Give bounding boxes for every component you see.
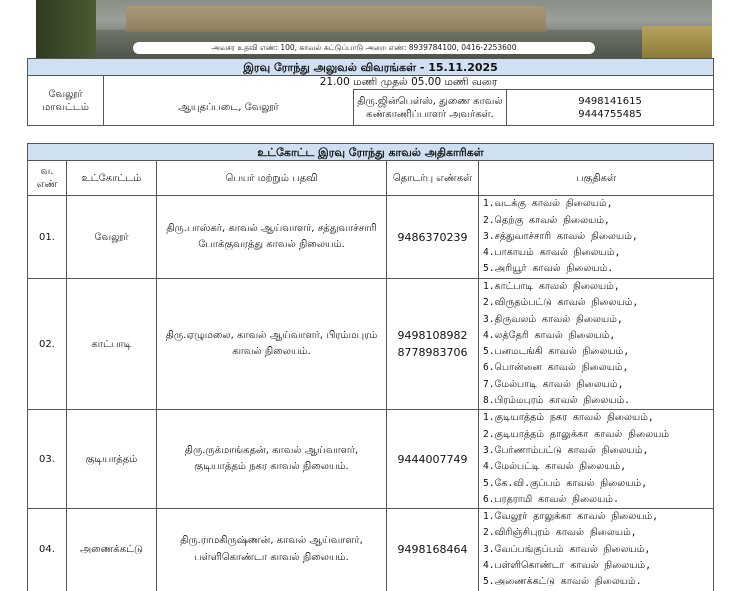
station-item: 1.காட்பாடி காவல் நிலையம்,: [483, 281, 620, 292]
station-item: 2.விருதம்பட்டு காவல் நிலையம்,: [483, 297, 639, 309]
station-item: 2.குடியாத்தம் தாலுக்கா காவல் நிலையம்: [483, 428, 670, 440]
officers-table: [27, 143, 714, 591]
station-item: 4.பாகாயம் காவல் நிலையம்,: [483, 247, 621, 259]
row-officer: திரு.பாஸ்கர், காவல் ஆய்வாளர், சத்துவாச்சாரி போக்குவரத்து காவல் நிலையம்.: [157, 196, 387, 279]
row-officer: திரு.ருக்மாங்கதன், காவல் ஆய்வாளர், குடியாத்தம் நகர காவல் நிலையம்.: [157, 410, 387, 509]
phone-number: 9498168464: [397, 543, 468, 557]
station-item: 5.கே.வி.குப்பம் காவல் நிலையம்,: [483, 477, 647, 489]
banner-grass: [642, 26, 712, 58]
station-item: 3.திருவலம் காவல் நிலையம்,: [483, 313, 623, 325]
row-officer: திரு.ஏழுமலை, காவல் ஆய்வாளர், பிரம்மபுரம் காவல் நிலையம்.: [157, 279, 387, 410]
row-stations: [479, 410, 714, 509]
phone-number: 9444755485: [578, 108, 642, 120]
table-row: [28, 509, 714, 591]
phone-number: 9444007749: [397, 452, 468, 466]
station-item: 8.பிரம்மபுரம் காவல் நிலையம்.: [483, 395, 631, 407]
station-item: 4.லத்தேரி காவல் நிலையம்,: [483, 329, 616, 341]
table-row: [28, 196, 714, 279]
col-header-serial: வ. எண்: [28, 161, 67, 196]
duty-hours: 21.00 மணி முதல் 05.00 மணி வரை: [104, 76, 714, 90]
row-stations: [479, 196, 714, 279]
duty-header-table: [27, 58, 714, 126]
supervisor-phones: [507, 90, 714, 126]
station-item: 6.பரதராமி காவல் நிலையம்.: [483, 493, 619, 505]
phone-number: 8778983706: [397, 346, 468, 360]
row-subdivision: காட்பாடி: [67, 279, 157, 410]
page-title: இரவு ரோந்து அலுவல் விவரங்கள் - 15.11.2025: [28, 59, 714, 76]
col-header-subdivision: உட்கோட்டம்: [67, 161, 157, 196]
section-title: உட்கோட்ட இரவு ரோந்து காவல் அதிகாரிகள்: [28, 144, 714, 161]
banner-hill: [36, 0, 96, 58]
row-stations: [479, 279, 714, 410]
station-item: 7.மேல்பாடி காவல் நிலையம்,: [483, 378, 624, 390]
station-item: 1.வடக்கு காவல் நிலையம்,: [483, 198, 613, 210]
station-item: 3.பேர்ணாம்பட்டு காவல் நிலையம்,: [483, 444, 649, 456]
row-subdivision: வேலூர்: [67, 196, 157, 279]
station-item: 1.குடியாத்தம் நகர காவல் நிலையம்,: [483, 412, 654, 424]
row-subdivision: குடியாத்தம்: [67, 410, 157, 509]
row-stations: [479, 509, 714, 591]
station-item: 2.தெற்கு காவல் நிலையம்,: [483, 214, 610, 226]
station-item: 5.அரியூர் காவல் நிலையம்.: [483, 263, 614, 275]
table-row: [28, 279, 714, 410]
row-officer: திரு.ராமகிருஷ்ணன், காவல் ஆய்வாளர், பள்ளிகொண்டா காவல் நிலையம்.: [157, 509, 387, 591]
row-phones: [387, 509, 479, 591]
station-item: 5.பனமடங்கி காவல் நிலையம்,: [483, 346, 630, 358]
row-serial: 01.: [28, 196, 67, 279]
phone-number: 9498141615: [578, 95, 642, 107]
station-item: 4.மேல்பட்டி காவல் நிலையம்,: [483, 461, 627, 473]
row-subdivision: அணைக்கட்டு: [67, 509, 157, 591]
row-phones: [387, 279, 479, 410]
row-phones: [387, 410, 479, 509]
table-row: [28, 410, 714, 509]
station-item: 1.வேலூர் தாலுக்கா காவல் நிலையம்,: [483, 511, 659, 523]
station-item: 2.விரிஞ்சிபுரம் காவல் நிலையம்,: [483, 527, 637, 539]
station-item: 3.வேப்பங்குப்பம் காவல் நிலையம்,: [483, 543, 651, 555]
row-serial: 02.: [28, 279, 67, 410]
row-serial: 03.: [28, 410, 67, 509]
col-header-contact: தொடர்பு எண்கள்: [387, 161, 479, 196]
row-serial: 04.: [28, 509, 67, 591]
helpline-strip: அவசர உதவி எண்: 100, காவல் கட்டுப்பாடு அறை எண்: 8939784100, 0416-2253600: [133, 42, 595, 54]
district-label: வேலூர் மாவட்டம்: [28, 76, 104, 126]
unit-name: ஆயுதப்படை, வேலூர்: [104, 90, 354, 126]
station-item: 3.சத்துவாச்சாரி காவல் நிலையம்,: [483, 230, 638, 242]
banner-fort: [126, 6, 546, 32]
col-header-name: பெயர் மற்றும் பதவி: [157, 161, 387, 196]
phone-number: 9498108982: [397, 329, 468, 343]
col-header-areas: பகுதிகள்: [479, 161, 714, 196]
station-item: 4.பள்ளிகொண்டா காவல் நிலையம்,: [483, 560, 651, 572]
phone-number: 9486370239: [397, 230, 468, 244]
station-item: 6.பொன்னை காவல் நிலையம்,: [483, 362, 629, 374]
station-item: 5.அணைக்கட்டு காவல் நிலையம்.: [483, 576, 642, 588]
row-phones: [387, 196, 479, 279]
supervising-officer: திரு.ஜின்பெள்ஸ், துணை காவல் கண்காணிப்பாளர் அவர்கள்.: [354, 90, 507, 126]
